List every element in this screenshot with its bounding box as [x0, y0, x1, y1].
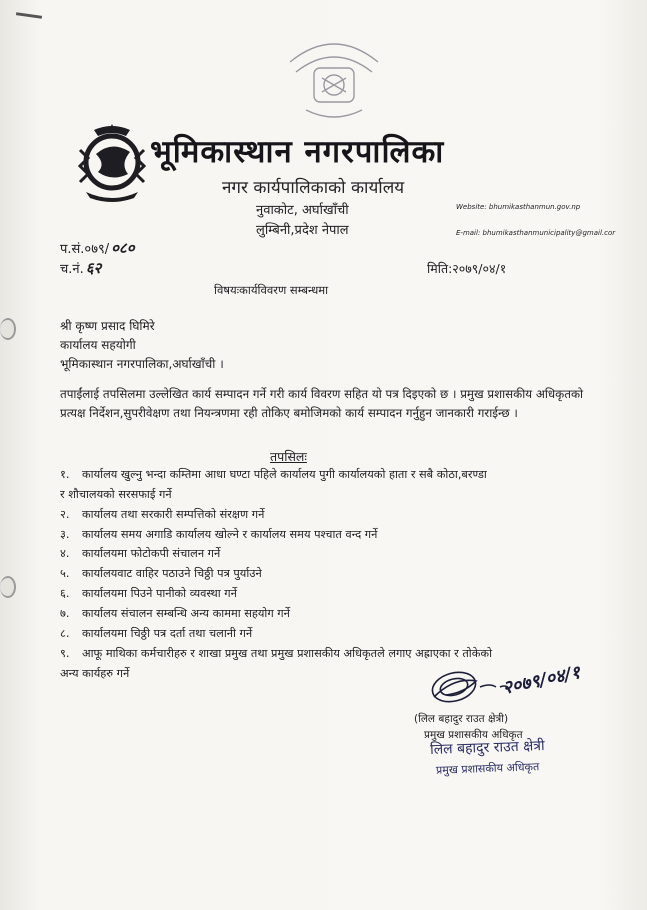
email-text: E-mail: bhumikasthanmunicipality@gmail.cor — [456, 229, 616, 237]
letter-number-handwritten: ०८० — [111, 239, 135, 257]
emblem-icon — [72, 122, 152, 202]
item-text: कार्यालयमा चिठ्ठी पत्र दर्ता तथा चलानी गर्ने — [82, 627, 253, 640]
punch-hole-bottom — [0, 576, 16, 598]
item-number: ४. — [60, 547, 70, 560]
seal-title: प्रमुख प्रशासकीय अधिकृत — [435, 760, 540, 777]
signature-date-handwritten: २०७९/०४/१ — [500, 662, 583, 699]
item-number: ८. — [60, 627, 70, 640]
list-item — [60, 666, 129, 681]
dispatch-number-handwritten: ६२ — [85, 259, 102, 277]
recipient-name: श्री कृष्ण प्रसाद घिमिरे — [60, 319, 155, 333]
list-item — [60, 566, 262, 581]
item-number: १. — [60, 468, 70, 481]
item-text: कार्यालय समय अगाडि कार्यालय खोल्ने र कार्यालय समय पश्चात वन्द गर्ने — [82, 528, 378, 541]
item-text: आफू माथिका कर्मचारीहरु र शाखा प्रमुख तथा प्रमुख प्रशासकीय अधिकृतले लगाए अह्राएका र तोकेको — [82, 647, 492, 660]
pen-mark — [16, 12, 42, 19]
address-line-2: लुम्बिनी,प्रदेश नेपाल — [256, 223, 349, 238]
item-text: कार्यालयमा पिउने पानीको व्यवस्था गर्ने — [82, 587, 237, 600]
item-number: ६. — [60, 587, 70, 600]
letter-number-label: प.सं.०७९/ — [60, 242, 110, 257]
item-text: अन्य कार्यहरु गर्ने — [60, 667, 130, 680]
item-number: ३. — [60, 528, 70, 541]
item-text: र शौचालयको सरसफाई गर्ने — [60, 488, 172, 501]
list-item — [60, 527, 377, 542]
details-heading: तपसिलः — [270, 449, 307, 464]
address-line-1: नुवाकोट, अर्घाखाँची — [256, 203, 349, 218]
list-item — [60, 606, 290, 621]
item-text: कार्यालय खुल्नु भन्दा कम्तिमा आधा घण्टा पहिले कार्यालय पुगी कार्यालयको हाता र सबै कोठा,बरण्डा — [82, 468, 487, 481]
item-text: कार्यालय संचालन सम्बन्धि अन्य काममा सहयोग गर्ने — [82, 607, 290, 620]
item-text: कार्यालय तथा सरकारी सम्पत्तिको संरक्षण गर्ने — [82, 508, 265, 521]
body-paragraph: तपाईंलाई तपसिलमा उल्लेखित कार्य सम्पादन गर्ने गरी कार्य विवरण सहित यो पत्र दिइएको छ । प्रमुख प्रशासकीय अधिकृतको प्रत्यक्ष निर्देशन,सुपरीवेक्षण तथा नियन्त्रणमा रही तोकिए बमोजिमको कार्य सम्पादन गर्नुहुन जानकारी गराईन्छ । — [60, 387, 584, 420]
item-number: ९. — [60, 647, 70, 660]
recipient-designation: कार्यालय सहयोगी — [60, 338, 136, 352]
item-number: ५. — [60, 567, 70, 580]
list-item — [60, 507, 264, 522]
website-text: Website: bhumikasthanmun.gov.np — [456, 203, 581, 211]
signatory-name: (लिल बहादुर राउत क्षेत्री) — [414, 713, 509, 725]
punch-hole-top — [0, 318, 16, 340]
list-item — [60, 586, 237, 601]
item-number: ७. — [60, 607, 70, 620]
item-text: कार्यालयमा फोटोकपी संचालन गर्ने — [82, 547, 221, 560]
list-item — [60, 487, 172, 502]
list-item — [60, 546, 220, 561]
recipient-office: भूमिकास्थान नगरपालिका,अर्घाखाँची । — [60, 357, 224, 371]
item-number: २. — [60, 508, 70, 521]
org-name: भूमिकास्थान नगरपालिका — [150, 134, 445, 170]
signatory-title: प्रमुख प्रशासकीय अधिकृत — [424, 729, 523, 741]
stamp-icon — [276, 32, 392, 128]
letter-subject: विषयःकार्यविवरण सम्बन्धमा — [214, 283, 329, 297]
office-name: नगर कार्यपालिकाको कार्यालय — [222, 178, 405, 198]
dispatch-number — [60, 258, 101, 278]
dispatch-number-label: च.नं. — [60, 262, 84, 277]
item-text: कार्यालयवाट वाहिर पठाउने चिठ्ठी पत्र पुर्याउने — [82, 567, 262, 580]
list-item — [60, 626, 252, 641]
seal-name: लिल बहादुर राउत क्षेत्री — [429, 738, 545, 758]
letter-date: मिति:२०७९/०४/१ — [427, 261, 507, 276]
letter-number — [60, 238, 135, 258]
list-item — [60, 467, 487, 482]
